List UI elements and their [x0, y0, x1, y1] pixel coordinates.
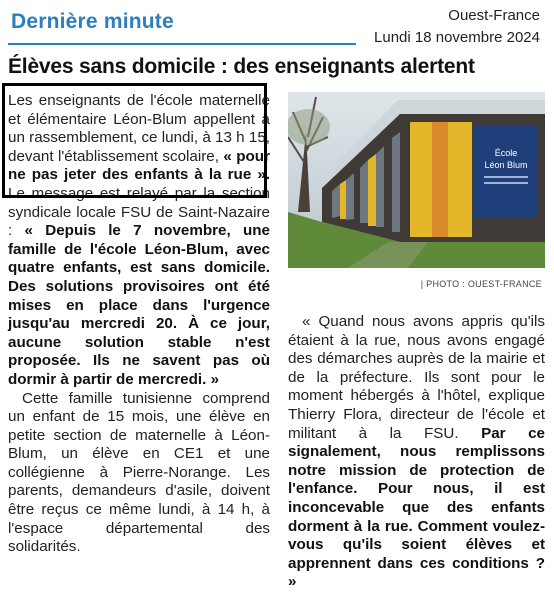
page-header — [0, 0, 554, 52]
article-column-left — [8, 92, 270, 557]
director-quote-1: « Quand nous avons appris qu'ils étaient à la rue, nous avons engagé des démarches auprès de la mairie et de la préfecture. Ils sont pour le moment hébergés à l'hôtel, — [288, 313, 545, 405]
lead-text-2: Le message est relayé par la section syndicale locale FSU de Saint-Nazaire : — [8, 184, 270, 240]
director-paragraph — [288, 313, 545, 592]
family-paragraph: Cette famille tunisienne comprend un enfant de 15 mois, une élève en petite section de maternelle à Léon-Blum, un élève en CE1 et une collégienne à Pierre-Norange. Les parents, demandeurs d'asile, doivent être reçus ce même lundi, à 14 h, à l'espace départemental des solidarités. — [8, 389, 270, 556]
school-building-illustration — [288, 92, 545, 268]
section-kicker: Dernière minute — [11, 10, 174, 33]
header-rule — [8, 43, 356, 45]
photo-credit: | PHOTO : OUEST-FRANCE — [420, 279, 542, 289]
director-quote-2: Par ce signalement, nous remplissons notre mission de protection de l'enfance. Pour nous, il est inconcevable que des enfants dorment à la rue. Comment voulez-vous qu'ils soient élèves et apprennent dans ces conditions ? » — [288, 424, 545, 591]
lead-text: Les enseignants de l'école maternelle et élémentaire Léon-Blum appellent à un rassemblement, ce lundi, à 13 h 15, devant l'établissement scolaire, — [8, 92, 270, 165]
director-attribution: explique Thierry Flora, directeur de l'école et militant à la FSU. — [288, 387, 545, 442]
sign-text-1: École — [494, 148, 518, 158]
school-photo — [288, 92, 545, 268]
sign-text-2: Léon Blum — [484, 160, 528, 170]
newspaper-name: Ouest-France — [448, 7, 540, 24]
school-sign — [474, 126, 538, 218]
lead-paragraph — [8, 92, 270, 390]
publication-date: Lundi 18 novembre 2024 — [374, 29, 540, 46]
article-column-right — [288, 313, 545, 592]
lead-quote: « pour ne pas jeter des enfants à la rue ». — [8, 147, 270, 184]
article-headline: Élèves sans domicile : des enseignants alertent — [8, 55, 475, 78]
union-quote: « Depuis le 7 novembre, une famille de l'école Léon-Blum, avec quatre enfants, est sans domicile. Des solutions provisoires ont été mises en place dans l'urgence jusqu'au mercredi 20. À ce jour, aucune solution stable n'est proposée. Ils ne savent pas où dormir à partir de mercredi. » — [8, 222, 270, 388]
